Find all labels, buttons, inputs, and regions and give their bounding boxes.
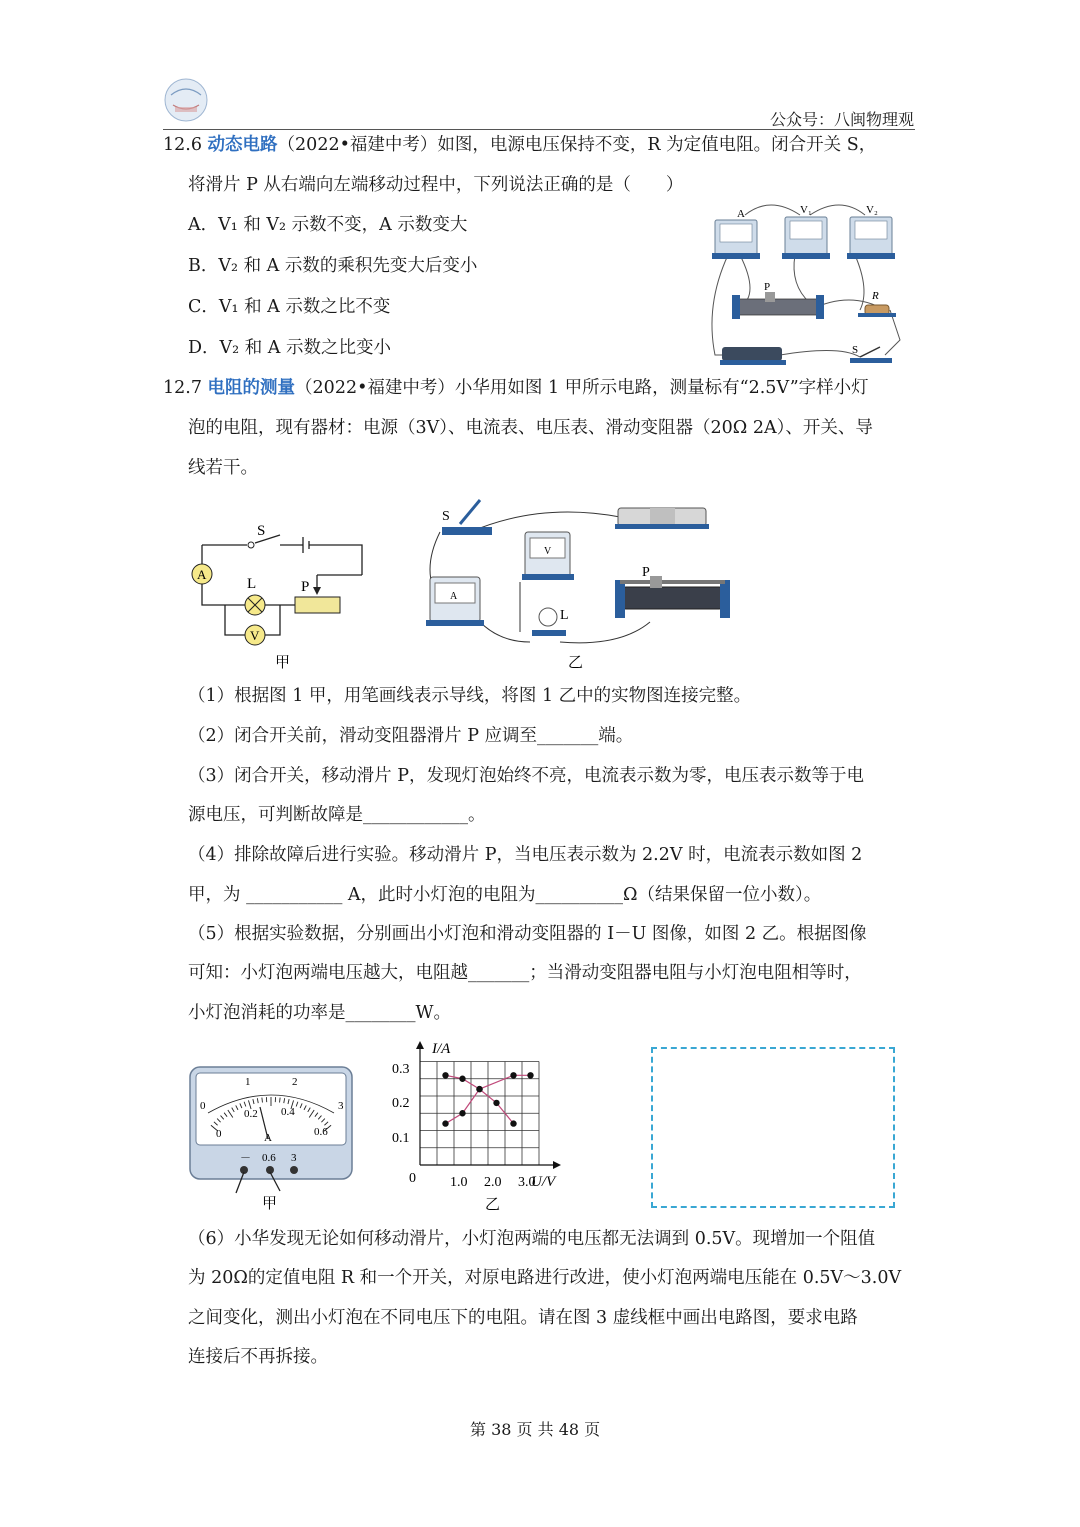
fig1-jia-s: S: [257, 523, 266, 539]
q126-fig-label-a: A: [737, 208, 745, 220]
q126-fig-label-v1: V₁: [800, 204, 812, 216]
q126-line1: [163, 133, 876, 157]
fig1-yi-v: V: [544, 546, 552, 557]
meter-tick: [262, 1098, 263, 1103]
data-point: [493, 1100, 499, 1106]
q126-number: 12.6: [163, 135, 202, 155]
q126-circuit-figure: [700, 195, 915, 370]
graph-xtick-1: 1.0: [450, 1175, 468, 1190]
data-point: [459, 1110, 465, 1116]
q127-intro2: 泡的电阻，现有器材：电源（3V）、电流表、电压表、滑动变阻器（20Ω 2A）、开关、导: [188, 418, 873, 438]
q127-part2: （2）闭合开关前，滑动变阻器滑片 P 应调至_______端。: [188, 726, 634, 746]
graph-xtick-3: 3.0: [518, 1175, 536, 1190]
meter-bottom-2: 0.4: [281, 1106, 295, 1118]
q127-part6a: （6）小华发现无论如何移动滑片，小灯泡两端的电压都无法调到 0.5V。现增加一个阻值: [188, 1229, 876, 1249]
q127-part3a: （3）闭合开关，移动滑片 P，发现灯泡始终不亮，电流表示数为零，电压表示数等于电: [188, 766, 864, 786]
q127-part4b: 甲，为 ___________ A，此时小灯泡的电阻为__________Ω（结果保留一位小数）。: [188, 885, 822, 905]
meter-bottom-3: 0.6: [314, 1126, 328, 1138]
q127-number: 12.7: [163, 378, 202, 398]
data-point: [510, 1120, 516, 1126]
meter-bottom-1: 0.2: [244, 1108, 258, 1120]
meter-top-2: 2: [292, 1076, 298, 1088]
meter-unit: A: [264, 1132, 272, 1144]
fig1-yi-physical: [420, 492, 740, 670]
fig1-jia-caption: 甲: [275, 655, 291, 671]
header-account: 公众号：八闽物理观: [770, 110, 915, 129]
header-logo: [163, 77, 209, 123]
graph-xtick-2: 2.0: [484, 1175, 502, 1190]
q127-part6c: 之间变化，测出小灯泡在不同电压下的电阻。请在图 3 虚线框中画出电路图，要求电路: [188, 1308, 858, 1328]
q126-option-a: A．V₁ 和 V₂ 示数不变，A 示数变大: [188, 215, 468, 235]
graph-ylabel: I/A: [432, 1041, 451, 1057]
data-point: [442, 1120, 448, 1126]
fig1-jia-a: A: [197, 567, 207, 582]
q127-part5a: （5）根据实验数据，分别画出小灯泡和滑动变阻器的 I－U 图像，如图 2 乙。根据图像: [188, 924, 867, 944]
q126-option-c: C．V₁ 和 A 示数之比不变: [188, 297, 391, 317]
meter-bottom-0: 0: [216, 1128, 222, 1140]
q127-part1: （1）根据图 1 甲，用笔画线表示导线，将图 1 乙中的实物图连接完整。: [188, 686, 752, 706]
fig1-jia-p: P: [301, 579, 310, 595]
meter-top-3: 3: [338, 1100, 344, 1112]
graph-ytick-02: 0.2: [392, 1096, 410, 1111]
data-point: [476, 1086, 482, 1092]
q127-part5c: 小灯泡消耗的功率是________W。: [188, 1003, 451, 1023]
meter-terminal-06: 0.6: [262, 1152, 276, 1164]
q127-part5b: 可知：小灯泡两端电压越大，电阻越_______；当滑动变阻器电阻与小灯泡电阻相等时，: [188, 963, 862, 983]
meter-top-1: 1: [245, 1076, 251, 1088]
data-point: [510, 1072, 516, 1078]
fig2-ammeter: [188, 1065, 356, 1215]
fig1-jia-l: L: [247, 576, 257, 592]
data-point: [527, 1072, 533, 1078]
series-line: [446, 1089, 514, 1124]
q127-part3b: 源电压，可判断故障是____________。: [188, 805, 486, 825]
fig1-yi-caption: 乙: [568, 655, 584, 670]
meter-terminal-3: 3: [291, 1152, 297, 1164]
footer-page-number: 第 38 页 共 48 页: [470, 1420, 601, 1439]
q126-fig-label-s: S: [852, 344, 859, 356]
q126-fig-label-v2: V₂: [866, 204, 878, 216]
fig1-yi-p: P: [642, 565, 650, 580]
header-rule: [163, 129, 915, 130]
data-point: [442, 1072, 448, 1078]
graph-caption: 乙: [485, 1197, 501, 1213]
meter-tick: [280, 1098, 281, 1103]
q127-line1: [163, 376, 869, 400]
graph-ytick-01: 0.1: [392, 1131, 410, 1146]
meter-caption: 甲: [262, 1196, 278, 1212]
fig1-yi-a: A: [450, 591, 458, 602]
fig1-jia-v: V: [250, 628, 260, 643]
fig1-jia-schematic: [185, 515, 370, 675]
graph-xlabel: U/V: [531, 1174, 556, 1190]
data-point: [459, 1076, 465, 1082]
q127-intro1: （2022•福建中考）小华用如图 1 甲所示电路，测量标有“2.5V”字样小灯: [295, 378, 869, 398]
fig1-yi-s: S: [442, 509, 450, 524]
graph-ytick-03: 0.3: [392, 1062, 410, 1077]
q126-fig-label-r: R: [872, 290, 879, 302]
graph-origin: 0: [409, 1171, 416, 1186]
q126-keyword: 动态电路: [207, 135, 278, 155]
q127-part6d: 连接后不再拆接。: [188, 1347, 328, 1367]
q126-fig-label-p: P: [764, 281, 771, 293]
q127-keyword: 电阻的测量: [207, 378, 296, 398]
q126-option-d: D．V₂ 和 A 示数之比变小: [188, 338, 392, 358]
q127-part4a: （4）排除故障后进行实验。移动滑片 P，当电压表示数为 2.2V 时，电流表示数如图 2: [188, 845, 863, 865]
fig1-yi-l: L: [560, 608, 569, 623]
fig2-iu-graph: [385, 1035, 600, 1215]
q127-part6b: 为 20Ω的定值电阻 R 和一个开关，对原电路进行改进，使小灯泡两端电压能在 0.5V～3.0V: [188, 1268, 902, 1288]
fig3-dashed-box[interactable]: [651, 1047, 895, 1208]
q127-intro3: 线若干。: [188, 458, 258, 478]
q126-text1: （2022•福建中考）如图，电源电压保持不变，R 为定值电阻。闭合开关 S，: [277, 135, 877, 155]
meter-terminal-neg: －: [240, 1152, 251, 1164]
meter-top-0: 0: [200, 1100, 206, 1112]
q126-option-b: B．V₂ 和 A 示数的乘积先变大后变小: [188, 256, 478, 276]
q126-line2: 将滑片 P 从右端向左端移动过程中，下列说法正确的是（ ）: [188, 175, 684, 195]
